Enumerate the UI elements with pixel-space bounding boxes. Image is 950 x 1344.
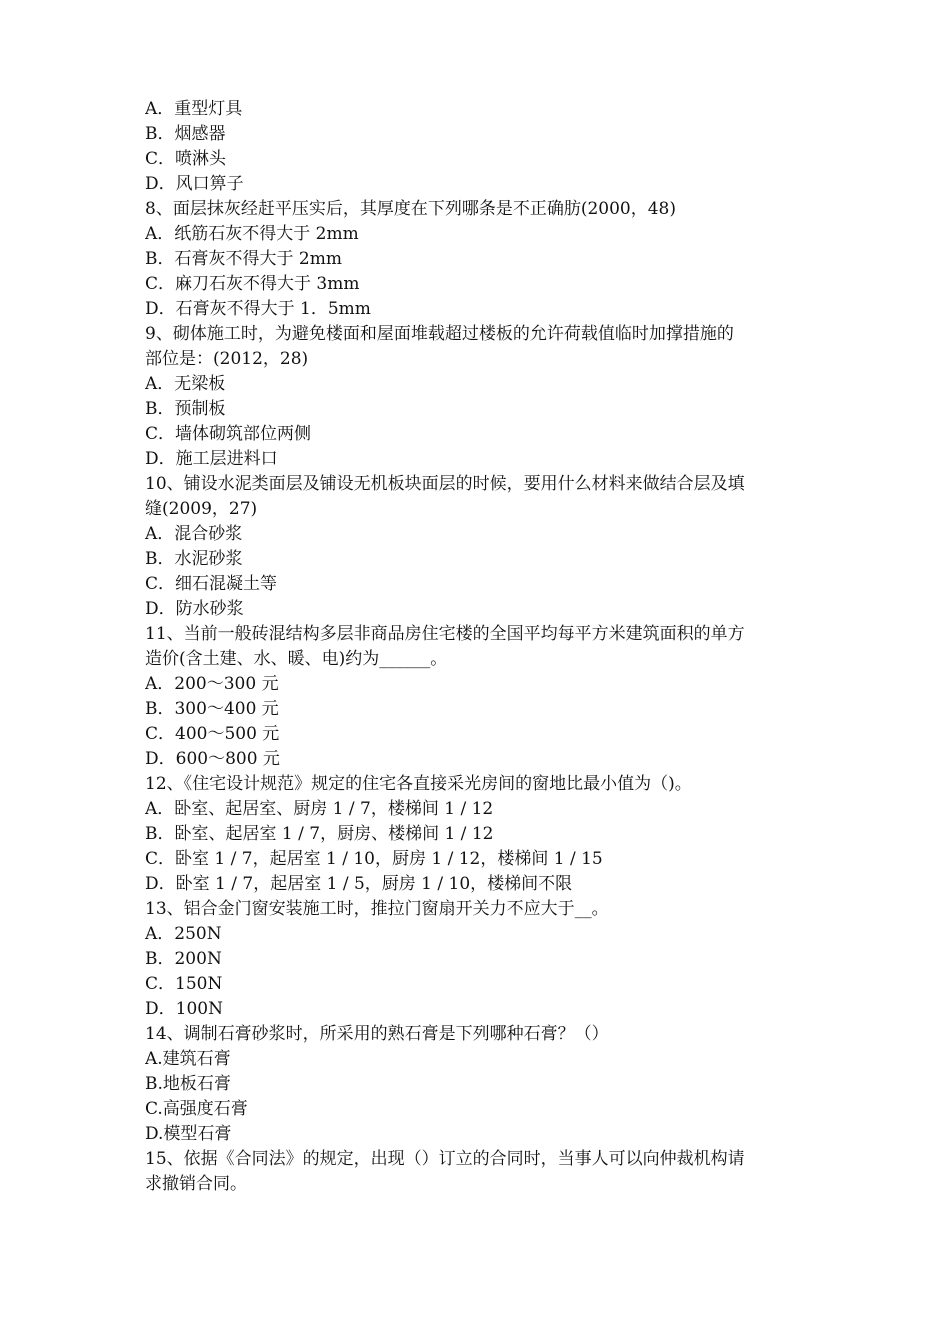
question-10: 10、铺设水泥类面层及铺设无机板块面层的时候，要用什么材料来做结合层及填 <box>145 474 745 494</box>
option-a: A.建筑石膏 <box>145 1049 231 1069</box>
option-d: D．100N <box>145 999 223 1019</box>
option-b: B．水泥砂浆 <box>145 549 243 569</box>
option-c: C．喷淋头 <box>145 149 227 169</box>
option-a: A．混合砂浆 <box>145 524 243 544</box>
question-14: 14、调制石膏砂浆时，所采用的熟石膏是下列哪种石膏？（） <box>145 1024 609 1044</box>
question-13: 13、铝合金门窗安装施工时，推拉门窗扇开关力不应大于__。 <box>145 899 609 919</box>
question-12: 12、《住宅设计规范》规定的住宅各直接采光房间的窗地比最小值为（)。 <box>145 774 692 794</box>
question-9-continued: 部位是：(2012，28) <box>145 349 309 369</box>
question-11: 11、当前一般砖混结构多层非商品房住宅楼的全国平均每平方米建筑面积的单方 <box>145 624 745 644</box>
question-15-continued: 求撤销合同。 <box>145 1174 247 1194</box>
option-c: C．麻刀石灰不得大于 3mm <box>145 274 360 294</box>
option-b: B．预制板 <box>145 399 226 419</box>
option-d: D．卧室 1 / 7，起居室 1 / 5，厨房 1 / 10，楼梯间不限 <box>145 874 573 894</box>
option-c: C.高强度石膏 <box>145 1099 248 1119</box>
option-d: D．防水砂浆 <box>145 599 244 619</box>
option-d: D．风口箅子 <box>145 174 244 194</box>
option-a: A．纸筋石灰不得大于 2mm <box>145 224 359 244</box>
option-a: A．200～300 元 <box>145 674 279 694</box>
option-a: A．无梁板 <box>145 374 226 394</box>
option-a: A．重型灯具 <box>145 99 243 119</box>
option-c: C．400～500 元 <box>145 724 280 744</box>
question-8: 8、面层抹灰经赶平压实后，其厚度在下列哪条是不正确肪(2000，48) <box>145 199 676 219</box>
option-c: C．墙体砌筑部位两侧 <box>145 424 312 444</box>
question-10-continued: 缝(2009，27) <box>145 499 258 519</box>
document-body <box>145 97 815 1197</box>
option-b: B．石膏灰不得大于 2mm <box>145 249 342 269</box>
option-b: B.地板石膏 <box>145 1074 231 1094</box>
option-d: D．施工层进料口 <box>145 449 278 469</box>
option-d: D.模型石膏 <box>145 1124 232 1144</box>
question-9: 9、砌体施工时，为避免楼面和屋面堆载超过楼板的允许荷载值临时加撑措施的 <box>145 324 734 344</box>
question-15: 15、依据《合同法》的规定，出现（）订立的合同时，当事人可以向仲裁机构请 <box>145 1149 745 1169</box>
option-c: C．卧室 1 / 7，起居室 1 / 10，厨房 1 / 12，楼梯间 1 / 15 <box>145 849 603 869</box>
option-a: A．卧室、起居室、厨房 1 / 7，楼梯间 1 / 12 <box>145 799 494 819</box>
question-11-continued: 造价(含土建、水、暖、电)约为______。 <box>145 649 448 669</box>
option-c: C．150N <box>145 974 223 994</box>
option-c: C．细石混凝土等 <box>145 574 278 594</box>
option-b: B．300～400 元 <box>145 699 279 719</box>
option-a: A．250N <box>145 924 222 944</box>
option-d: D．石膏灰不得大于 1．5mm <box>145 299 371 319</box>
option-b: B．200N <box>145 949 222 969</box>
option-b: B．烟感器 <box>145 124 226 144</box>
option-d: D．600～800 元 <box>145 749 280 769</box>
option-b: B．卧室、起居室 1 / 7，厨房、楼梯间 1 / 12 <box>145 824 494 844</box>
